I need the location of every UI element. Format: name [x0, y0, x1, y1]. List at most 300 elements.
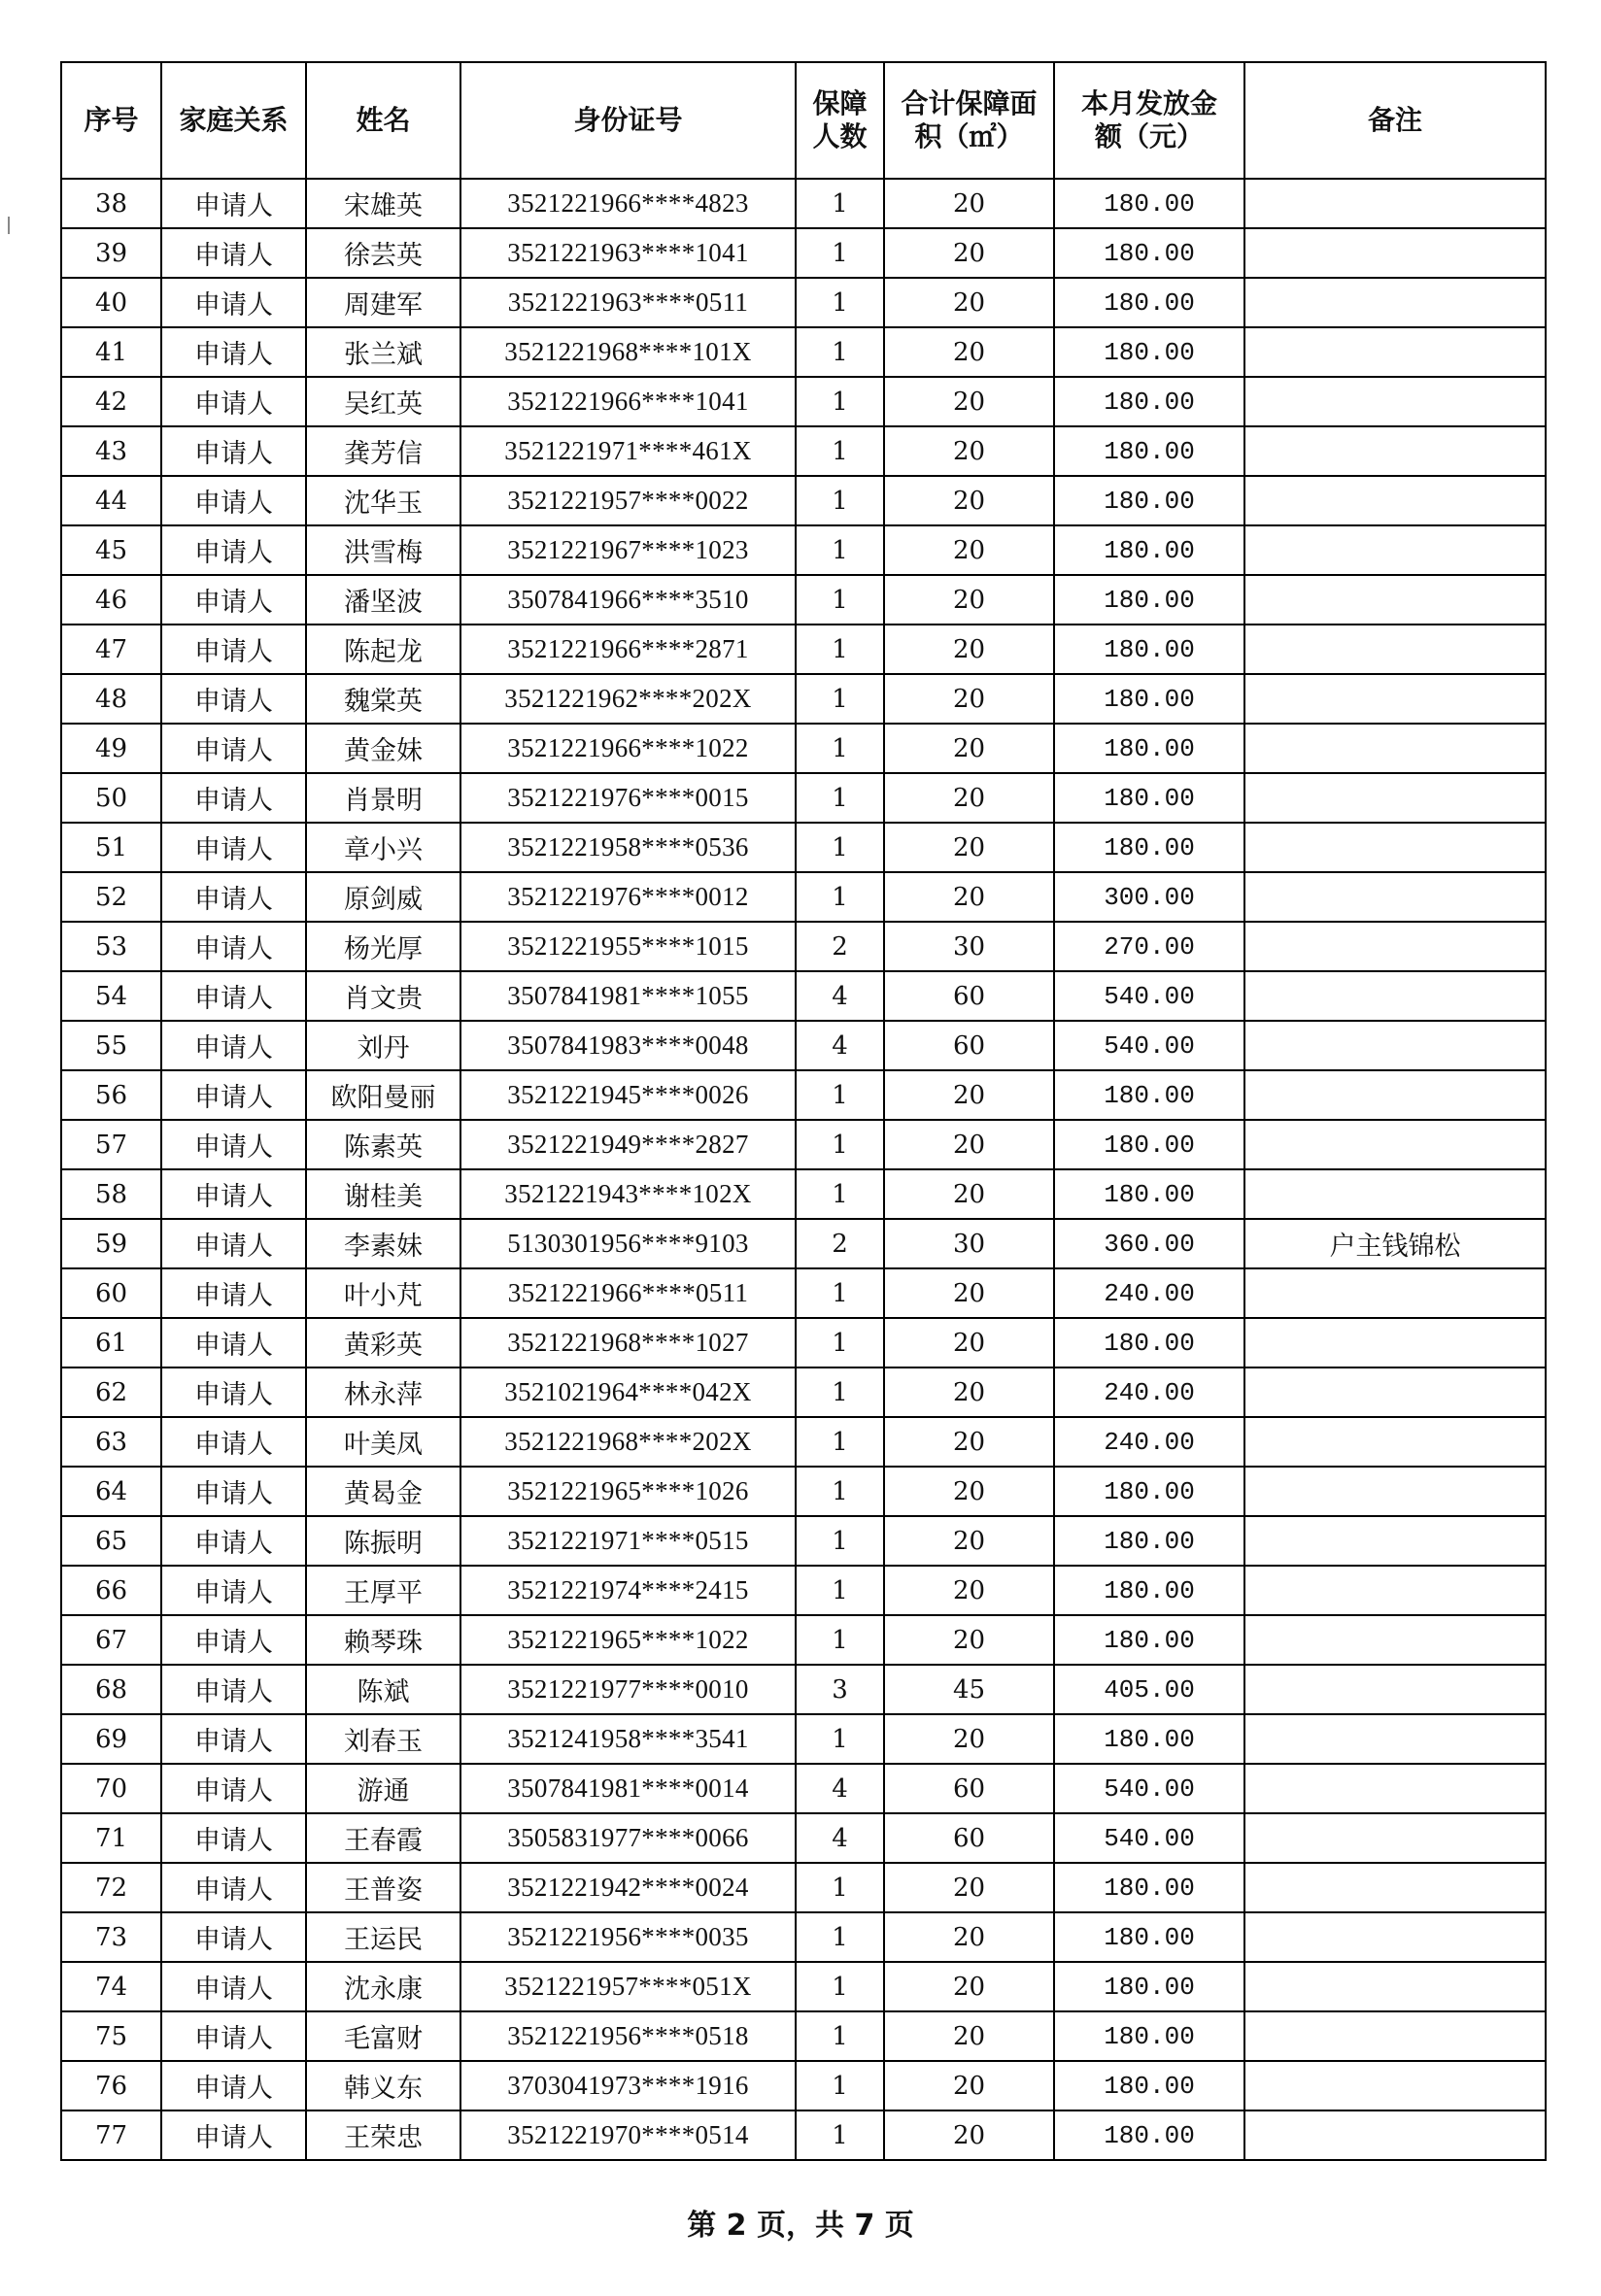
cell-relation: 申请人 [161, 872, 306, 922]
cell-name: 黄彩英 [306, 1318, 460, 1367]
cell-persons: 1 [796, 1615, 884, 1665]
cell-relation: 申请人 [161, 1764, 306, 1813]
cell-persons: 1 [796, 575, 884, 625]
cell-relation: 申请人 [161, 625, 306, 674]
cell-id: 3521221955****1015 [460, 922, 796, 971]
cell-persons: 1 [796, 2110, 884, 2160]
table-row [61, 1714, 1546, 1764]
cell-seq: 72 [61, 1863, 161, 1912]
cell-note [1244, 674, 1546, 724]
cell-name: 肖文贵 [306, 971, 460, 1021]
cell-relation: 申请人 [161, 476, 306, 525]
cell-relation: 申请人 [161, 1070, 306, 1120]
cell-relation: 申请人 [161, 971, 306, 1021]
cell-persons: 1 [796, 1169, 884, 1219]
cell-amount: 180.00 [1054, 2110, 1244, 2160]
cell-id: 3521021964****042X [460, 1367, 796, 1417]
table-row [61, 773, 1546, 823]
cell-name: 游通 [306, 1764, 460, 1813]
cell-note [1244, 1566, 1546, 1615]
cell-id: 3521221968****1027 [460, 1318, 796, 1367]
cell-amount: 540.00 [1054, 1813, 1244, 1863]
cell-note [1244, 1318, 1546, 1367]
cell-persons: 1 [796, 674, 884, 724]
cell-relation: 申请人 [161, 674, 306, 724]
cell-amount: 180.00 [1054, 724, 1244, 773]
cell-seq: 51 [61, 823, 161, 872]
cell-seq: 63 [61, 1417, 161, 1467]
cell-seq: 65 [61, 1516, 161, 1566]
cell-amount: 180.00 [1054, 476, 1244, 525]
table-row [61, 1021, 1546, 1070]
cell-seq: 59 [61, 1219, 161, 1268]
cell-name: 原剑威 [306, 872, 460, 922]
table-row [61, 823, 1546, 872]
cell-area: 20 [884, 1467, 1054, 1516]
cell-id: 3521221966****0511 [460, 1268, 796, 1318]
header-row [61, 62, 1546, 179]
cell-id: 3521221974****2415 [460, 1566, 796, 1615]
cell-area: 20 [884, 426, 1054, 476]
table-row [61, 2061, 1546, 2110]
cell-persons: 1 [796, 1070, 884, 1120]
cell-seq: 55 [61, 1021, 161, 1070]
cell-amount: 180.00 [1054, 1714, 1244, 1764]
cell-area: 20 [884, 2061, 1054, 2110]
cell-area: 60 [884, 971, 1054, 1021]
cell-amount: 180.00 [1054, 1169, 1244, 1219]
cell-persons: 1 [796, 724, 884, 773]
header-name: 姓名 [306, 62, 460, 179]
table-row [61, 426, 1546, 476]
cell-seq: 61 [61, 1318, 161, 1367]
table-row [61, 674, 1546, 724]
cell-amount: 180.00 [1054, 2011, 1244, 2061]
cell-amount: 180.00 [1054, 823, 1244, 872]
table-row [61, 1169, 1546, 1219]
cell-note [1244, 1962, 1546, 2011]
cell-area: 20 [884, 1566, 1054, 1615]
cell-name: 吴红英 [306, 377, 460, 426]
cell-note [1244, 773, 1546, 823]
cell-area: 20 [884, 179, 1054, 228]
cell-persons: 1 [796, 1367, 884, 1417]
cell-note [1244, 278, 1546, 327]
table-body [61, 179, 1546, 2160]
cell-amount: 180.00 [1054, 575, 1244, 625]
cell-amount: 180.00 [1054, 426, 1244, 476]
cell-id: 3521221966****2871 [460, 625, 796, 674]
cell-id: 3521221968****202X [460, 1417, 796, 1467]
cell-id: 3521221963****0511 [460, 278, 796, 327]
table-row [61, 1764, 1546, 1813]
table-row [61, 179, 1546, 228]
cell-relation: 申请人 [161, 922, 306, 971]
cell-area: 20 [884, 1863, 1054, 1912]
cell-seq: 66 [61, 1566, 161, 1615]
cell-amount: 180.00 [1054, 525, 1244, 575]
cell-persons: 1 [796, 1417, 884, 1467]
table-row [61, 1912, 1546, 1962]
cell-area: 20 [884, 1962, 1054, 2011]
cell-area: 20 [884, 2011, 1054, 2061]
header-id: 身份证号 [460, 62, 796, 179]
cell-persons: 1 [796, 1268, 884, 1318]
cell-persons: 4 [796, 1764, 884, 1813]
cell-area: 20 [884, 1268, 1054, 1318]
table-row [61, 1467, 1546, 1516]
cell-note [1244, 872, 1546, 922]
cell-relation: 申请人 [161, 278, 306, 327]
cell-note [1244, 724, 1546, 773]
subsidy-table-container [60, 61, 1545, 2161]
cell-amount: 240.00 [1054, 1367, 1244, 1417]
cell-area: 20 [884, 1912, 1054, 1962]
cell-relation: 申请人 [161, 1169, 306, 1219]
cell-id: 3521221966****1041 [460, 377, 796, 426]
cell-name: 黄曷金 [306, 1467, 460, 1516]
cell-area: 20 [884, 2110, 1054, 2160]
scan-artifact [8, 217, 10, 234]
cell-id: 3521221977****0010 [460, 1665, 796, 1714]
cell-relation: 申请人 [161, 773, 306, 823]
cell-id: 3521221945****0026 [460, 1070, 796, 1120]
cell-name: 王厚平 [306, 1566, 460, 1615]
table-row [61, 278, 1546, 327]
cell-seq: 42 [61, 377, 161, 426]
cell-seq: 58 [61, 1169, 161, 1219]
cell-relation: 申请人 [161, 1120, 306, 1169]
cell-relation: 申请人 [161, 1021, 306, 1070]
cell-name: 潘坚波 [306, 575, 460, 625]
cell-id: 3521241958****3541 [460, 1714, 796, 1764]
cell-seq: 70 [61, 1764, 161, 1813]
table-row [61, 377, 1546, 426]
cell-name: 叶美凤 [306, 1417, 460, 1467]
header-amount: 本月发放金额（元） [1054, 62, 1244, 179]
cell-relation: 申请人 [161, 1714, 306, 1764]
cell-id: 3521221962****202X [460, 674, 796, 724]
cell-relation: 申请人 [161, 1367, 306, 1417]
cell-name: 毛富财 [306, 2011, 460, 2061]
cell-name: 章小兴 [306, 823, 460, 872]
cell-amount: 180.00 [1054, 674, 1244, 724]
cell-area: 20 [884, 1318, 1054, 1367]
cell-amount: 180.00 [1054, 1863, 1244, 1912]
cell-area: 20 [884, 1516, 1054, 1566]
cell-name: 刘春玉 [306, 1714, 460, 1764]
cell-id: 3521221970****0514 [460, 2110, 796, 2160]
cell-area: 20 [884, 1714, 1054, 1764]
cell-note [1244, 377, 1546, 426]
cell-note [1244, 1417, 1546, 1467]
cell-area: 20 [884, 872, 1054, 922]
cell-name: 陈斌 [306, 1665, 460, 1714]
cell-seq: 41 [61, 327, 161, 377]
cell-persons: 4 [796, 1021, 884, 1070]
cell-area: 20 [884, 228, 1054, 278]
subsidy-table [60, 61, 1547, 2161]
cell-amount: 240.00 [1054, 1268, 1244, 1318]
cell-name: 魏棠英 [306, 674, 460, 724]
page-footer: 第 2 页，共 7 页 [687, 2209, 914, 2243]
cell-persons: 1 [796, 1962, 884, 2011]
cell-id: 3521221957****0022 [460, 476, 796, 525]
cell-persons: 4 [796, 971, 884, 1021]
cell-area: 20 [884, 1169, 1054, 1219]
cell-seq: 48 [61, 674, 161, 724]
table-row [61, 2110, 1546, 2160]
cell-amount: 180.00 [1054, 377, 1244, 426]
cell-persons: 1 [796, 377, 884, 426]
cell-name: 张兰斌 [306, 327, 460, 377]
cell-name: 沈华玉 [306, 476, 460, 525]
cell-note [1244, 1863, 1546, 1912]
cell-note [1244, 426, 1546, 476]
cell-area: 30 [884, 1219, 1054, 1268]
cell-area: 20 [884, 525, 1054, 575]
header-note: 备注 [1244, 62, 1546, 179]
cell-relation: 申请人 [161, 1219, 306, 1268]
cell-seq: 49 [61, 724, 161, 773]
cell-note [1244, 476, 1546, 525]
cell-id: 3521221956****0035 [460, 1912, 796, 1962]
cell-area: 20 [884, 327, 1054, 377]
table-row [61, 1813, 1546, 1863]
table-row [61, 1615, 1546, 1665]
cell-area: 20 [884, 377, 1054, 426]
cell-area: 20 [884, 278, 1054, 327]
cell-amount: 180.00 [1054, 1566, 1244, 1615]
cell-id: 3505831977****0066 [460, 1813, 796, 1863]
table-row [61, 525, 1546, 575]
cell-relation: 申请人 [161, 1962, 306, 2011]
cell-note [1244, 1169, 1546, 1219]
cell-id: 3521221968****101X [460, 327, 796, 377]
header-area: 合计保障面积（㎡） [884, 62, 1054, 179]
cell-name: 王普姿 [306, 1863, 460, 1912]
cell-amount: 180.00 [1054, 1070, 1244, 1120]
cell-seq: 43 [61, 426, 161, 476]
cell-persons: 3 [796, 1665, 884, 1714]
table-row [61, 1070, 1546, 1120]
cell-note [1244, 179, 1546, 228]
cell-name: 沈永康 [306, 1962, 460, 2011]
cell-persons: 1 [796, 1714, 884, 1764]
cell-note [1244, 2061, 1546, 2110]
cell-relation: 申请人 [161, 1467, 306, 1516]
cell-relation: 申请人 [161, 1863, 306, 1912]
cell-relation: 申请人 [161, 1566, 306, 1615]
table-row [61, 1665, 1546, 1714]
cell-id: 3521221963****1041 [460, 228, 796, 278]
cell-name: 陈起龙 [306, 625, 460, 674]
cell-note [1244, 1268, 1546, 1318]
table-row [61, 922, 1546, 971]
cell-relation: 申请人 [161, 823, 306, 872]
cell-relation: 申请人 [161, 1417, 306, 1467]
cell-persons: 2 [796, 922, 884, 971]
cell-name: 王运民 [306, 1912, 460, 1962]
cell-relation: 申请人 [161, 1318, 306, 1367]
cell-area: 20 [884, 674, 1054, 724]
header-seq: 序号 [61, 62, 161, 179]
cell-note [1244, 1665, 1546, 1714]
cell-id: 3521221943****102X [460, 1169, 796, 1219]
cell-amount: 240.00 [1054, 1417, 1244, 1467]
cell-name: 黄金妹 [306, 724, 460, 773]
cell-relation: 申请人 [161, 1813, 306, 1863]
cell-area: 20 [884, 1367, 1054, 1417]
cell-relation: 申请人 [161, 426, 306, 476]
cell-note [1244, 823, 1546, 872]
cell-amount: 180.00 [1054, 1318, 1244, 1367]
cell-id: 3521221957****051X [460, 1962, 796, 2011]
cell-note [1244, 1070, 1546, 1120]
cell-area: 30 [884, 922, 1054, 971]
cell-seq: 38 [61, 179, 161, 228]
cell-relation: 申请人 [161, 1268, 306, 1318]
cell-seq: 56 [61, 1070, 161, 1120]
cell-relation: 申请人 [161, 1912, 306, 1962]
cell-name: 王荣忠 [306, 2110, 460, 2160]
table-row [61, 971, 1546, 1021]
cell-seq: 52 [61, 872, 161, 922]
cell-persons: 1 [796, 327, 884, 377]
cell-note [1244, 327, 1546, 377]
cell-name: 欧阳曼丽 [306, 1070, 460, 1120]
table-row [61, 1566, 1546, 1615]
cell-persons: 1 [796, 823, 884, 872]
cell-id: 3521221971****461X [460, 426, 796, 476]
cell-seq: 76 [61, 2061, 161, 2110]
cell-id: 3507841981****1055 [460, 971, 796, 1021]
cell-persons: 1 [796, 1566, 884, 1615]
cell-id: 3521221976****0012 [460, 872, 796, 922]
cell-relation: 申请人 [161, 2061, 306, 2110]
cell-note [1244, 1764, 1546, 1813]
cell-name: 刘丹 [306, 1021, 460, 1070]
cell-amount: 180.00 [1054, 1962, 1244, 2011]
cell-area: 20 [884, 625, 1054, 674]
cell-persons: 2 [796, 1219, 884, 1268]
cell-id: 3521221966****4823 [460, 179, 796, 228]
cell-id: 3507841966****3510 [460, 575, 796, 625]
cell-area: 20 [884, 823, 1054, 872]
cell-seq: 54 [61, 971, 161, 1021]
cell-note [1244, 575, 1546, 625]
cell-id: 3521221949****2827 [460, 1120, 796, 1169]
cell-persons: 1 [796, 625, 884, 674]
cell-amount: 180.00 [1054, 1516, 1244, 1566]
cell-id: 3521221967****1023 [460, 525, 796, 575]
cell-area: 20 [884, 1615, 1054, 1665]
cell-area: 20 [884, 476, 1054, 525]
cell-amount: 540.00 [1054, 1021, 1244, 1070]
header-persons: 保障人数 [796, 62, 884, 179]
table-row [61, 2011, 1546, 2061]
cell-amount: 180.00 [1054, 327, 1244, 377]
cell-amount: 540.00 [1054, 971, 1244, 1021]
cell-id: 3521221965****1026 [460, 1467, 796, 1516]
cell-id: 3521221965****1022 [460, 1615, 796, 1665]
cell-relation: 申请人 [161, 724, 306, 773]
cell-note [1244, 228, 1546, 278]
cell-note [1244, 922, 1546, 971]
cell-persons: 1 [796, 525, 884, 575]
cell-amount: 180.00 [1054, 773, 1244, 823]
cell-seq: 62 [61, 1367, 161, 1417]
cell-name: 谢桂美 [306, 1169, 460, 1219]
cell-persons: 1 [796, 773, 884, 823]
cell-seq: 44 [61, 476, 161, 525]
cell-seq: 60 [61, 1268, 161, 1318]
cell-seq: 67 [61, 1615, 161, 1665]
cell-seq: 39 [61, 228, 161, 278]
cell-area: 60 [884, 1764, 1054, 1813]
cell-persons: 1 [796, 2011, 884, 2061]
table-row [61, 1268, 1546, 1318]
cell-relation: 申请人 [161, 1516, 306, 1566]
cell-seq: 45 [61, 525, 161, 575]
cell-seq: 64 [61, 1467, 161, 1516]
cell-amount: 180.00 [1054, 278, 1244, 327]
cell-amount: 180.00 [1054, 1615, 1244, 1665]
table-row [61, 1516, 1546, 1566]
cell-id: 3521221976****0015 [460, 773, 796, 823]
cell-id: 3521221971****0515 [460, 1516, 796, 1566]
table-row [61, 575, 1546, 625]
cell-amount: 360.00 [1054, 1219, 1244, 1268]
cell-amount: 180.00 [1054, 625, 1244, 674]
cell-seq: 57 [61, 1120, 161, 1169]
cell-note [1244, 1615, 1546, 1665]
cell-name: 李素妹 [306, 1219, 460, 1268]
cell-amount: 180.00 [1054, 1467, 1244, 1516]
cell-relation: 申请人 [161, 179, 306, 228]
cell-note [1244, 971, 1546, 1021]
cell-seq: 53 [61, 922, 161, 971]
cell-amount: 180.00 [1054, 2061, 1244, 2110]
cell-persons: 1 [796, 476, 884, 525]
cell-area: 20 [884, 1120, 1054, 1169]
cell-seq: 69 [61, 1714, 161, 1764]
cell-relation: 申请人 [161, 575, 306, 625]
cell-name: 徐芸英 [306, 228, 460, 278]
cell-relation: 申请人 [161, 1615, 306, 1665]
cell-persons: 1 [796, 872, 884, 922]
cell-note [1244, 1367, 1546, 1417]
cell-amount: 180.00 [1054, 1120, 1244, 1169]
cell-relation: 申请人 [161, 2011, 306, 2061]
cell-amount: 180.00 [1054, 1912, 1244, 1962]
cell-note [1244, 625, 1546, 674]
cell-area: 20 [884, 575, 1054, 625]
cell-seq: 40 [61, 278, 161, 327]
cell-note [1244, 1912, 1546, 1962]
cell-persons: 1 [796, 228, 884, 278]
table-row [61, 1318, 1546, 1367]
cell-id: 3521221966****1022 [460, 724, 796, 773]
table-row [61, 228, 1546, 278]
cell-area: 60 [884, 1021, 1054, 1070]
table-row [61, 1367, 1546, 1417]
cell-relation: 申请人 [161, 377, 306, 426]
cell-persons: 1 [796, 1120, 884, 1169]
cell-name: 杨光厚 [306, 922, 460, 971]
cell-relation: 申请人 [161, 228, 306, 278]
cell-name: 王春霞 [306, 1813, 460, 1863]
